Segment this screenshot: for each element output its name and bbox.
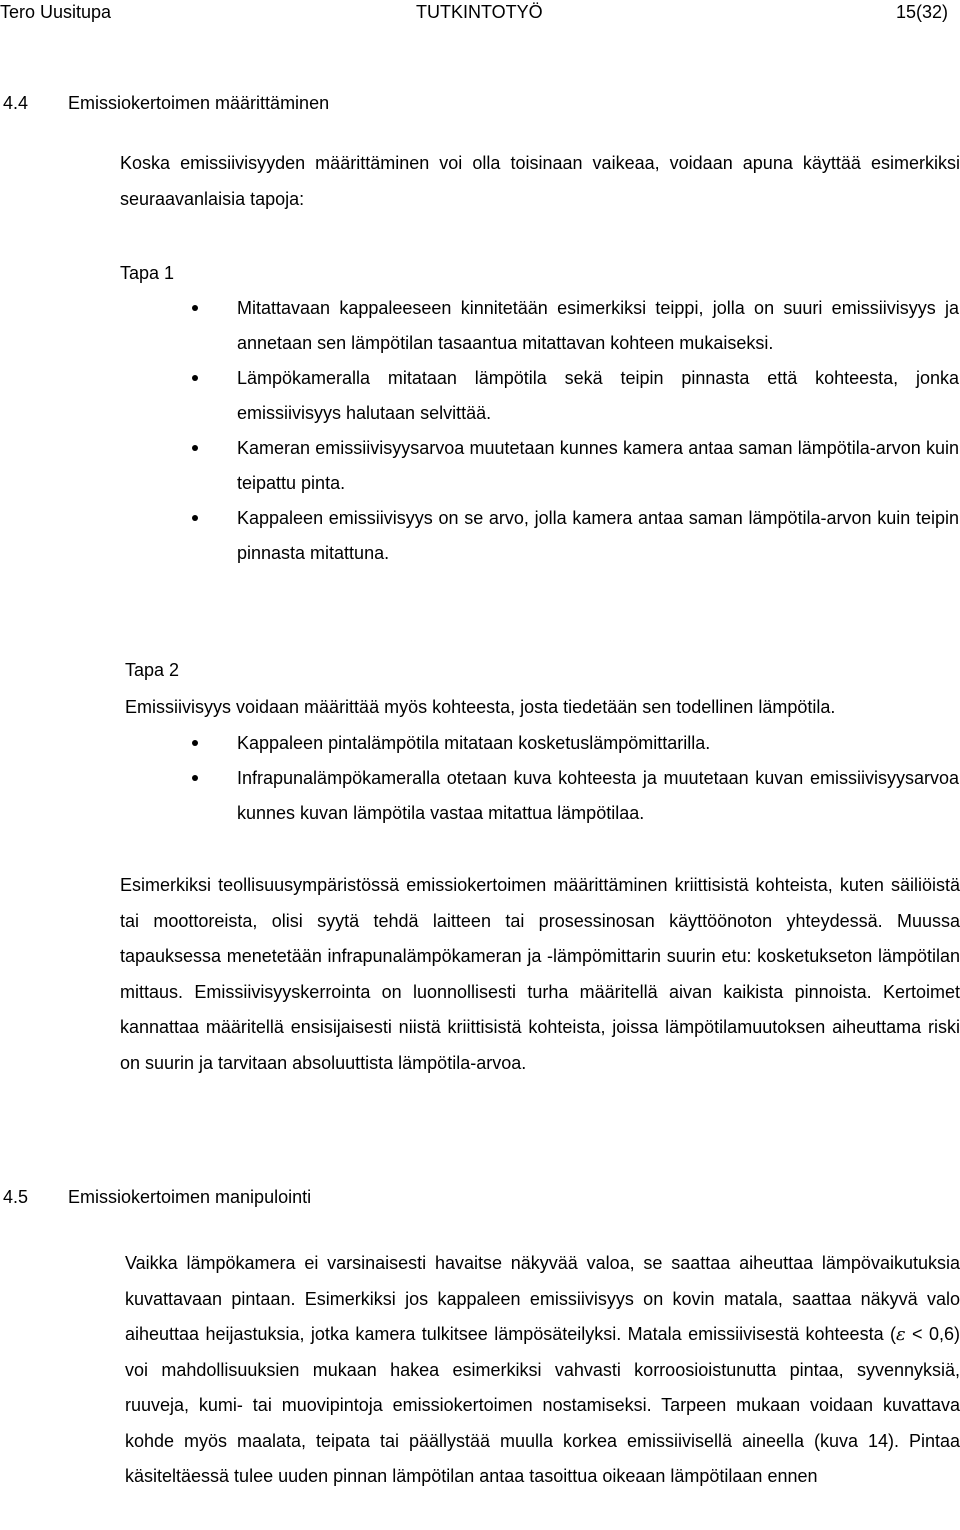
bullet-icon <box>192 375 198 381</box>
body-paragraph: Esimerkiksi teollisuusympäristössä emissiokertoimen määrittäminen kriittisistä kohteista, kuten säiliöistä tai moottoreista, olisi syytä tehdä laitteen tai prosessinosan käyttöönoton yhteydessä. Muussa tapauksessa menetetään infrapunalämpökameran ja -lämpömittarin suurin etu: kosketukseton lämpötilan mittaus. Emissiivisyyskerrointa on luonnollisesti turha määritellä aivan kaikista pinnoista. Kertoimet kannattaa määritellä ensisijaisesti niistä kriittisistä kohteista, joissa lämpötilamuutoksen aiheuttama riski on suurin ja tarvitaan absoluuttista lämpötila-arvoa. <box>120 875 960 1073</box>
header-doc-type: TUTKINTOTYÖ <box>416 2 543 22</box>
list-item-text: Infrapunalämpökameralla otetaan kuva kohteesta ja muutetaan kuvan emissiivisyysarvoa kunnes kuvan lämpötila vastaa mitattua lämpötilaa. <box>237 768 959 823</box>
bullet-icon <box>192 305 198 311</box>
section-title: Emissiokertoimen manipulointi <box>68 1187 312 1207</box>
section-number: 4.5 <box>3 1187 29 1207</box>
tapa2-list <box>0 726 960 831</box>
intro-paragraph: Koska emissiivisyyden määrittäminen voi olla toisinaan vaikeaa, voidaan apuna käyttää esimerkiksi seuraavanlaisia tapoja: <box>120 153 960 209</box>
bullet-icon <box>192 740 198 746</box>
tapa2-label: Tapa 2 <box>125 660 180 680</box>
list-item <box>0 361 959 431</box>
bullet-icon <box>192 775 198 781</box>
list-item <box>0 761 959 831</box>
section-heading-4-5 <box>0 1187 311 1208</box>
section-heading-4-4 <box>0 93 329 114</box>
list-item <box>0 501 959 571</box>
bullet-icon <box>192 445 198 451</box>
section-number: 4.4 <box>3 93 29 113</box>
list-item <box>0 431 959 501</box>
section-title: Emissiokertoimen määrittäminen <box>68 93 330 113</box>
list-item-text: Mitattavaan kappaleeseen kinnitetään esimerkiksi teippi, jolla on suuri emissiivisyys ja annetaan sen lämpötilan tasaantua mitattavan kohteen mukaiseksi. <box>237 298 959 353</box>
list-item-text: Kameran emissiivisyysarvoa muutetaan kunnes kamera antaa saman lämpötila-arvon kuin teipattu pinta. <box>237 438 959 493</box>
bullet-icon <box>192 515 198 521</box>
body-paragraph-4-5 <box>125 1246 960 1495</box>
tapa2-intro: Emissiivisyys voidaan määrittää myös kohteesta, josta tiedetään sen todellinen lämpötila. <box>125 697 836 717</box>
list-item <box>0 291 959 361</box>
paragraph-text-after: < 0,6) voi mahdollisuuksien mukaan hakea esimerkiksi vahvasti korroosioistunutta pintaa, syvennyksiä, ruuveja, kumi- tai muovipintoja emissiokertoimen nostamiseksi. Tarpeen mukaan voidaan kuvattava kohde myös maalata, teipata tai päällystää muulla korkea emissiivisellä aineella (kuva 14). Pintaa käsiteltäessä tulee uuden pinnan lämpötilan antaa tasoittua oikeaan lämpötilaan ennen <box>125 1324 960 1486</box>
list-item-text: Lämpökameralla mitataan lämpötila sekä teipin pinnasta että kohteesta, jonka emissiivisyys halutaan selvittää. <box>237 368 959 423</box>
tapa1-label: Tapa 1 <box>120 263 175 283</box>
list-item-text: Kappaleen emissiivisyys on se arvo, jolla kamera antaa saman lämpötila-arvon kuin teipin pinnasta mitattuna. <box>237 508 959 563</box>
paragraph-text-before: Vaikka lämpökamera ei varsinaisesti havaitse näkyvää valoa, se saattaa aiheuttaa lämpövaikutuksia kuvattavaan pintaan. Esimerkiksi jos kappaleen emissiivisyys on kovin matala, saattaa näkyvä valo aiheuttaa heijastuksia, jotka kamera tulkitsee lämpösäteilyksi. Matala emissiivisestä kohteesta ( <box>125 1253 960 1344</box>
tapa1-list <box>0 291 960 571</box>
header-author: Tero Uusitupa <box>0 2 112 22</box>
header-page-number: 15(32) <box>895 2 948 22</box>
epsilon-symbol: ε <box>895 1324 906 1345</box>
list-item-text: Kappaleen pintalämpötila mitataan kosketuslämpömittarilla. <box>237 733 711 753</box>
list-item <box>0 726 959 761</box>
